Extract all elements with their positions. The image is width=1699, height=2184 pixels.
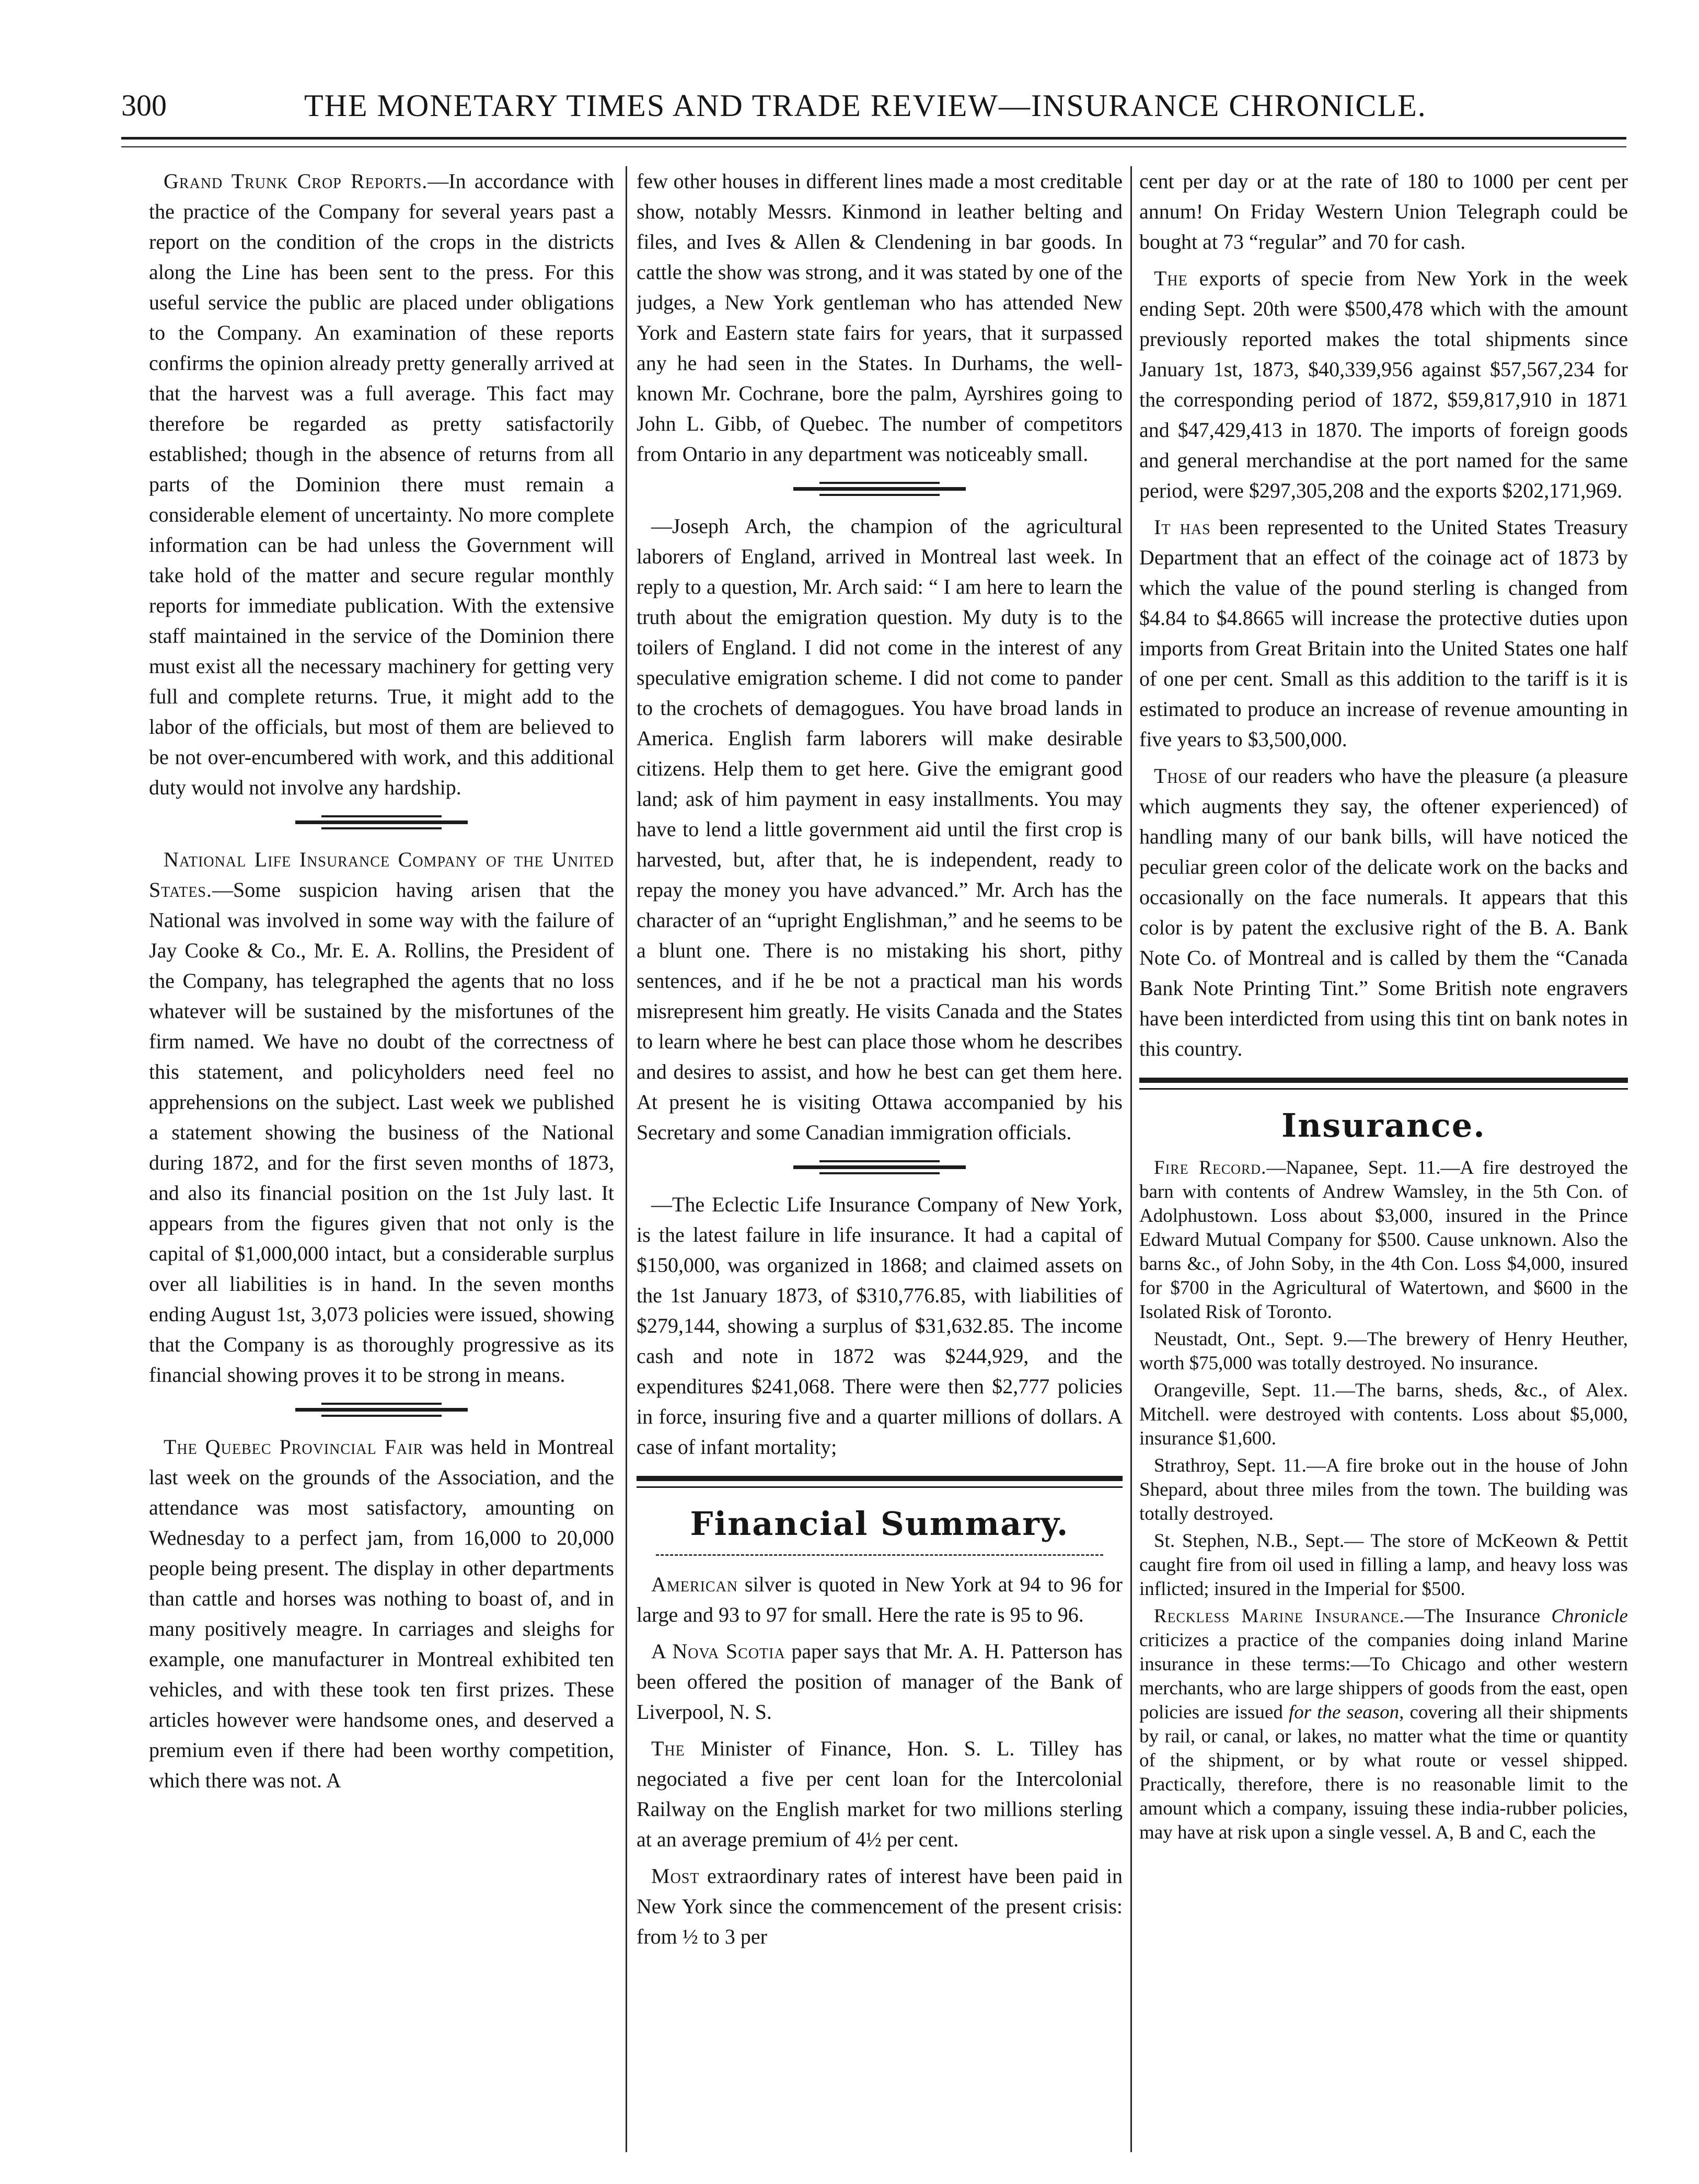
article-national-life [149,845,614,1390]
article-heading: National Life Insurance Company of the United States. [149,848,614,902]
section-ornament [637,478,1123,500]
item-body: covering all their shipments by rail, or canal, or lakes, no matter what the time or quantity of the shipment, or by what route or vessel shipped. Practically, therefore, there is no reasonable limit to the amount which a company, issuing these india-rubber policies, may have at risk upon a single vessel. A, B and C, each the [1139,1702,1628,1843]
column-divider-2 [1130,166,1132,2152]
header-rule-thin [121,146,1626,147]
item-lead: The [651,1737,685,1760]
item-lead: Fire Record. [1154,1157,1267,1178]
article-joseph-arch: —Joseph Arch, the champion of the agricultural laborers of England, arrived in Montreal last week. In reply to a question, Mr. Arch said: “ I am here to learn the truth about the emigration question. My duty is to the toilers of England. I did not come in the interest of any speculative emigration scheme. I did not come to pander to the crochets of demagogues. You have broad lands in America. English farm laborers will make desirable citizens. Help them to get here. Give the emigrant good land; ask of him payment in easy installments. You may have to lend a little government aid until the first crop is harvested, but, after that, he is independent, ready to repay the money you have advanced.” Mr. Arch has the character of an “upright Englishman,” and he seems to be a blunt one. There is no mistaking his short, pithy sentences, and if he be not a practical man his words misrepresent him greatly. He visits Canada and the States to learn where he best can place those whom he describes and desires to assist, and how he best can get them here. At present he is visiting Ottawa accompanied by his Secretary and some Canadian immigration officials. [637,514,1123,1144]
finance-item-bank-notes [1139,761,1628,1064]
item-lead: A Nova Scotia [651,1639,785,1663]
section-ornament [637,1156,1123,1178]
item-emphasis: Chronicle [1551,1605,1628,1627]
item-lead: Those [1154,764,1208,788]
finance-item-interest-cont: cent per day or at the rate of 180 to 1000 per cent per annum! On Friday Western Union Telegraph could be bought at 73 “regular” and 70 for cash. [1139,169,1628,253]
finance-item-coinage [1139,512,1628,755]
insurance-item-st-stephen: St. Stephen, N.B., Sept.— The store of McKeown & Pettit caught fire from oil used in filling a lamp, and heavy loss was inflicted; insured in the Imperial for $500. [1139,1530,1628,1600]
insurance-item-reckless-marine [1139,1604,1628,1845]
insurance-item-orangeville: Orangeville, Sept. 11.—The barns, sheds, &c., of Alex. Mitchell. were destroyed with contents. Loss about $5,000, insurance $1,600. [1139,1380,1628,1449]
item-body: —The Insurance [1404,1605,1552,1627]
page-header [121,83,1626,130]
finance-item-specie [1139,263,1628,506]
article-eclectic-life: —The Eclectic Life Insurance Company of New York, is the latest failure in life insurance. It had a capital of $150,000, was organized in 1868; and claimed assets on the 1st January 1873, of $310,776.85, with liabilities of $279,144, showing a surplus of $31,632.85. The income cash and note in 1872 was $244,929, and the expenditures $241,068. There were then $2,777 policies in force, insuring five and a quarter millions of dollars. A case of infant mortality; [637,1193,1123,1459]
article-quebec-fair [149,1432,614,1796]
finance-item-nova-scotia [637,1636,1123,1727]
insurance-item-fire-record [1139,1156,1628,1324]
insurance-item-neustadt: Neustadt, Ont., Sept. 9.—The brewery of Henry Heuther, worth $75,000 was totally destroyed. No insurance. [1139,1328,1628,1374]
item-lead: Reckless Marine Insurance. [1154,1605,1405,1627]
publication-title: THE MONETARY TIMES AND TRADE REVIEW—INSURANCE CHRONICLE. [304,88,1427,123]
finance-item-loan [637,1734,1123,1855]
section-rule [1139,1074,1628,1097]
item-body: —Napanee, Sept. 11.—A fire destroyed the barn with contents of Andrew Wamsley, in the 5th Con. of Adolphustown. Loss about $3,000, insured in the Prince Edward Mutual Company for $500. Cause unknown. Also the barns &c., of John Soby, in the 4th Con. Loss $4,000, insured for $700 in the Agricultural of Watertown, and $600 in the Isolated Risk of Toronto. [1139,1157,1628,1323]
item-body: paper says that Mr. A. H. Patterson has been offered the position of manager of the Bank of Liverpool, N. S. [637,1639,1123,1724]
column-1 [149,166,614,2152]
financial-summary-heading: Financial Summary. [690,1505,1069,1543]
section-rule [637,1473,1123,1496]
article-heading: The Quebec Provincial Fair [164,1435,424,1459]
item-lead: American [651,1573,738,1596]
header-rule-thick [121,137,1626,140]
insurance-section [1139,1156,1628,1845]
article-heading: Grand Trunk Crop Reports. [164,169,428,193]
column-3 [1139,166,1628,2152]
section-ornament [149,1399,614,1420]
insurance-heading: Insurance. [1281,1106,1486,1145]
item-body: silver is quoted in New York at 94 to 96 for large and 93 to 97 for small. Here the rate is 95 to 96. [637,1573,1123,1626]
finance-item-interest [637,1861,1123,1952]
page-number: 300 [121,88,167,122]
item-body: of our readers who have the pleasure (a pleasure which augments they say, the oftener experienced) of handling many of our bank bills, will have noticed the peculiar green color of the delicate work on the backs and occasionally on the face numerals. It appears that this color is by patent the exclusive right of the B. A. Bank Note Co. of Montreal and is called by them the “Canada Bank Note Printing Tint.” Some British note engravers have been interdicted from using this tint on bank notes in this country. [1139,764,1628,1060]
article-grand-trunk [149,166,614,803]
article-body: —Some suspicion having arisen that the National was involved in some way with the failure of Jay Cooke & Co., Mr. E. A. Rollins, the President of the Company, has telegraphed the agents that no loss whatever will be sustained by the misfortunes of the firm named. We have no doubt of the correctness of this statement, and policyholders need feel no apprehensions on the subject. Last week we published a statement showing the business of the National during 1872, and for the first seven months of 1873, and also its financial position on the 1st July last. It appears from the figures given that not only is the capital of $1,000,000 intact, but a considerable surplus over all liabilities is in hand. In the seven months ending August 1st, 3,073 policies were issued, showing that the Company is as thoroughly progressive as its financial showing proves it to be strong in means. [149,878,614,1386]
item-lead: Most [651,1864,700,1888]
item-lead: It has [1154,515,1211,539]
item-body: been represented to the United States Treasury Department that an effect of the coinage act of 1873 by which the value of the pound sterling is changed from $4.84 to $4.8665 will increase the protective duties upon imports from Great Britain into the United States one half of one per cent. Small as this addition to the tariff is it is estimated to produce an increase of revenue amounting in five years to $3,500,000. [1139,515,1628,751]
insurance-item-strathroy: Strathroy, Sept. 11.—A fire broke out in the house of John Shepard, about three miles from the town. The building was totally destroyed. [1139,1455,1628,1524]
item-lead: The [1154,267,1188,290]
item-body: Minister of Finance, Hon. S. L. Tilley has negociated a five per cent loan for the Intercolonial Railway on the English market for two millions sterling at an average premium of 4½ per cent. [637,1737,1123,1851]
dashed-rule [656,1554,1103,1556]
article-quebec-fair-cont: few other houses in different lines made a most creditable show, notably Messrs. Kinmond in leather belting and files, and Ives & Allen & Clendening in bar goods. In cattle the show was strong, and it was stated by one of the judges, a New York gentleman who has attended New York and Eastern state fairs for years, that it surpassed any he had seen in the States. In Durhams, the well-known Mr. Cochrane, bore the palm, Ayrshires going to John L. Gibb, of Quebec. The number of competitors from Ontario in any department was noticeably small. [637,169,1123,466]
column-2 [637,166,1123,2152]
section-ornament [149,811,614,833]
item-body: criticizes a practice of the companies doing inland Marine insurance in these terms:—To Chicago and other western merchants, who are large shippers of goods from the east, open policies are issued [1139,1630,1628,1723]
article-body: —In accordance with the practice of the Company for several years past a report on the condition of the crops in the districts along the Line has been sent to the press. For this useful service the public are placed under obligations to the Company. An examination of these reports confirms the opinion already pretty generally arrived at that the harvest was a full average. This fact may therefore be regarded as pretty satisfactorily established; though in the absence of returns from all parts of the Dominion there must remain a considerable element of uncertainty. No more complete information can be had unless the Government will take hold of the matter and secure regular monthly reports for immediate publication. With the extensive staff maintained in the service of the Dominion there must exist all the necessary machinery for getting very full and complete returns. True, it might add to the labor of the officials, but most of them are believed to be not over-encumbered with work, and this additional duty would not involve any hardship. [149,169,614,799]
item-emphasis: for the season, [1288,1702,1404,1723]
finance-item-silver [637,1569,1123,1630]
column-divider-1 [626,166,627,2152]
article-body: was held in Montreal last week on the grounds of the Association, and the attendance was most satisfactory, amounting on Wednesday to a perfect jam, from 16,000 to 20,000 people being present. The display in other departments than cattle and horses was nothing to boast of, and in many positively meagre. In carriages and sleighs for example, one manufacturer in Montreal exhibited ten vehicles, and with these took ten first prizes. These articles however were handsome ones, and deserved a premium even if there had been worthy competition, which there was not. A [149,1435,614,1792]
item-body: extraordinary rates of interest have been paid in New York since the commencement of the present crisis: from ½ to 3 per [637,1864,1123,1948]
item-body: exports of specie from New York in the week ending Sept. 20th were $500,478 which with the amount previously reported makes the total shipments since January 1st, 1873, $40,339,956 against $57,567,234 for the corresponding period of 1872, $59,817,910 in 1871 and $47,429,413 in 1870. The imports of foreign goods and general merchandise at the port named for the same period, were $297,305,208 and the exports $202,171,969. [1139,267,1628,502]
